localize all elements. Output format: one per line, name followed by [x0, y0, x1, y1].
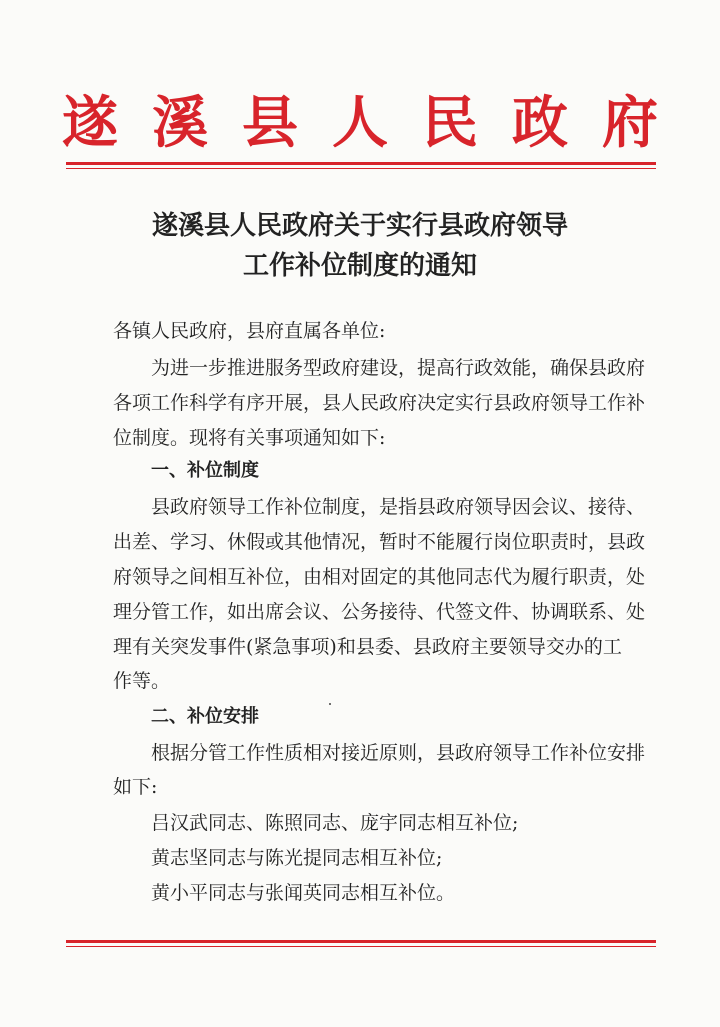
section-1-line-1: 县政府领导工作补位制度，是指县政府领导因会议、接待、: [151, 496, 646, 518]
doc-title-line-2: 工作补位制度的通知: [242, 251, 477, 281]
letterhead-rule-top: [66, 162, 656, 169]
doc-title-line-1: 遂溪县人民政府关于实行县政府领导: [151, 211, 568, 241]
section-1-line-5: 理有关突发事件(紧急事项)和县委、县政府主要领导交办的工: [113, 636, 622, 658]
scan-speck: [329, 703, 331, 705]
section-1-line-6: 作等。: [113, 670, 171, 692]
section-1-heading: 一、补位制度: [151, 460, 259, 481]
footer-rule: [66, 940, 656, 947]
pairing-line-2: 黄志坚同志与陈光提同志相互补位;: [151, 847, 443, 869]
pairing-line-3: 黄小平同志与张闻英同志相互补位。: [151, 882, 456, 904]
intro-line-3: 位制度。现将有关事项通知如下:: [113, 427, 386, 449]
addressee: 各镇人民政府，县府直属各单位:: [113, 320, 386, 342]
rule-thin-line: [66, 168, 656, 169]
intro-line-1: 为进一步推进服务型政府建设，提高行政效能，确保县政府: [151, 357, 646, 379]
section-2-heading: 二、补位安排: [151, 706, 259, 727]
rule-thick-line: [66, 162, 656, 165]
letterhead-title: 遂溪县人民政府: [62, 90, 692, 156]
section-1-line-3: 府领导之间相互补位，由相对固定的其他同志代为履行职责，处: [113, 566, 646, 588]
intro-line-2: 各项工作科学有序开展，县人民政府决定实行县政府领导工作补: [113, 392, 646, 414]
rule-thick-line: [66, 940, 656, 943]
section-1-line-2: 出差、学习、休假或其他情况，暂时不能履行岗位职责时，县政: [113, 531, 646, 553]
rule-thin-line: [66, 946, 656, 947]
section-2-line-1: 根据分管工作性质相对接近原则，县政府领导工作补位安排: [151, 742, 646, 764]
pairing-line-1: 吕汉武同志、陈照同志、庞宇同志相互补位;: [151, 812, 519, 834]
section-2-line-2: 如下:: [113, 776, 158, 798]
section-1-line-4: 理分管工作，如出席会议、公务接待、代签文件、协调联系、处: [113, 601, 646, 623]
